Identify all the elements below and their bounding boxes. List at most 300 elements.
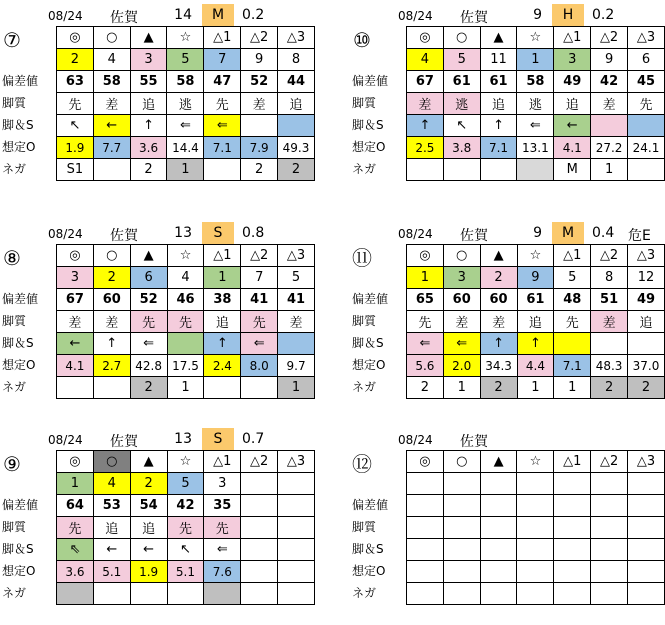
mark-cell: ◎	[57, 451, 94, 473]
mark-cell: ◎	[407, 451, 444, 473]
mark-cell: ☆	[517, 451, 554, 473]
row-labels	[350, 26, 406, 180]
running-style-cell	[241, 517, 278, 539]
row-num	[407, 267, 665, 289]
race-rate: 0.2	[242, 7, 265, 23]
leg-speed-cell	[278, 115, 315, 137]
deviation-cell: 64	[57, 495, 94, 517]
leg-speed-cell: ↑	[517, 333, 554, 355]
row-label: ネガ	[2, 162, 27, 176]
running-style-cell: 追	[130, 93, 167, 115]
deviation-cell: 61	[443, 71, 480, 93]
running-style-cell	[591, 517, 628, 539]
leg-speed-cell	[554, 333, 591, 355]
nega-cell	[93, 377, 130, 399]
leg-speed-cell	[241, 115, 278, 137]
nega-cell	[278, 583, 315, 605]
row-mark	[407, 27, 665, 49]
deviation-cell: 47	[204, 71, 241, 93]
race-venue: 佐賀	[110, 10, 138, 26]
running-style-cell: 先	[57, 93, 94, 115]
running-style-cell	[407, 517, 444, 539]
runner-count: 9	[533, 225, 542, 241]
leg-speed-cell: ⇐	[204, 115, 241, 137]
deviation-cell: 53	[93, 495, 130, 517]
leg-speed-cell: ⇐	[204, 539, 241, 561]
mark-cell: ▲	[130, 245, 167, 267]
leg-speed-cell: ⇐	[130, 333, 167, 355]
odds-cell	[628, 561, 665, 583]
row-arrow	[57, 539, 315, 561]
race-number: ⑪	[352, 246, 372, 270]
leg-speed-cell: ←	[130, 539, 167, 561]
odds-cell: 3.6	[57, 561, 94, 583]
deviation-cell: 45	[628, 71, 665, 93]
horse-number-cell	[517, 473, 554, 495]
deviation-cell: 49	[554, 71, 591, 93]
row-label: 脚質	[352, 520, 377, 534]
odds-cell: 2.7	[93, 355, 130, 377]
horse-number-cell: 5	[278, 267, 315, 289]
odds-cell: 4.1	[554, 137, 591, 159]
horse-number-cell: 4	[407, 49, 444, 71]
mark-cell: ▲	[480, 245, 517, 267]
leg-speed-cell	[167, 333, 204, 355]
odds-cell: 1.9	[130, 561, 167, 583]
row-dev	[57, 289, 315, 311]
running-style-cell: 差	[93, 311, 130, 333]
horse-number-cell: 3	[130, 49, 167, 71]
leg-speed-cell	[628, 539, 665, 561]
nega-cell: 1	[517, 377, 554, 399]
horse-number-cell: 11	[480, 49, 517, 71]
mark-cell: ☆	[517, 27, 554, 49]
running-style-cell: 差	[57, 311, 94, 333]
row-label: 脚質	[2, 520, 27, 534]
nega-cell	[407, 159, 444, 181]
row-label: 脚＆S	[352, 542, 384, 556]
running-style-cell: 追	[278, 93, 315, 115]
nega-cell	[628, 159, 665, 181]
mark-cell: △2	[241, 451, 278, 473]
leg-speed-cell	[517, 539, 554, 561]
running-style-cell: 逃	[167, 93, 204, 115]
leg-speed-cell: ⇖	[57, 539, 94, 561]
running-style-cell: 先	[57, 517, 94, 539]
row-dev	[57, 71, 315, 93]
nega-cell	[93, 159, 130, 181]
leg-speed-cell	[628, 333, 665, 355]
odds-cell	[480, 561, 517, 583]
leg-speed-cell: ↑	[480, 333, 517, 355]
row-nega	[407, 583, 665, 605]
nega-cell: 1	[167, 159, 204, 181]
running-style-cell: 先	[204, 517, 241, 539]
deviation-cell	[480, 495, 517, 517]
race-header	[0, 4, 315, 26]
nega-cell	[130, 583, 167, 605]
row-label: ネガ	[352, 380, 377, 394]
nega-cell	[57, 583, 94, 605]
running-style-cell: 差	[443, 311, 480, 333]
running-style-cell: 先	[628, 93, 665, 115]
horse-number-cell: 5	[443, 49, 480, 71]
race-block	[0, 4, 315, 177]
row-label: 脚質	[2, 96, 27, 110]
mark-cell: △1	[554, 27, 591, 49]
nega-cell	[480, 583, 517, 605]
nega-cell: 2	[480, 377, 517, 399]
row-label: 想定O	[352, 564, 386, 578]
race-venue: 佐賀	[460, 434, 488, 450]
odds-cell	[554, 561, 591, 583]
row-nega	[57, 377, 315, 399]
row-dev	[407, 289, 665, 311]
mark-cell: ◎	[407, 245, 444, 267]
leg-speed-cell: ↑	[204, 333, 241, 355]
deviation-cell: 60	[93, 289, 130, 311]
deviation-cell: 51	[591, 289, 628, 311]
race-grid	[406, 26, 665, 181]
row-label: 脚＆S	[352, 118, 384, 132]
row-label: ネガ	[352, 162, 377, 176]
horse-number-cell	[480, 473, 517, 495]
race-venue: 佐賀	[110, 228, 138, 244]
running-style-cell: 先	[130, 311, 167, 333]
row-label: 脚質	[352, 96, 377, 110]
race-venue: 佐賀	[460, 10, 488, 26]
mark-cell: ○	[443, 451, 480, 473]
odds-cell: 7.1	[480, 137, 517, 159]
horse-number-cell: 3	[204, 473, 241, 495]
mark-cell: △3	[278, 27, 315, 49]
row-label: ネガ	[352, 586, 377, 600]
race-grid	[406, 244, 665, 399]
mark-cell: ▲	[480, 451, 517, 473]
running-style-cell: 追	[204, 311, 241, 333]
mark-cell: △3	[278, 245, 315, 267]
odds-cell: 5.1	[93, 561, 130, 583]
race-venue: 佐賀	[460, 228, 488, 244]
race-venue: 佐賀	[110, 434, 138, 450]
deviation-cell: 46	[167, 289, 204, 311]
row-num	[57, 267, 315, 289]
row-label: 想定O	[2, 140, 36, 154]
row-arrow	[57, 115, 315, 137]
row-mark	[407, 451, 665, 473]
deviation-cell	[628, 495, 665, 517]
leg-speed-cell: ⇐	[407, 333, 444, 355]
nega-cell: 2	[241, 159, 278, 181]
row-style	[57, 311, 315, 333]
race-date: 08/24	[48, 9, 83, 23]
deviation-cell: 61	[517, 289, 554, 311]
race-date: 08/24	[48, 433, 83, 447]
odds-cell: 48.3	[591, 355, 628, 377]
race-number: ⑫	[352, 452, 372, 476]
running-style-cell: 差	[93, 93, 130, 115]
row-style	[57, 517, 315, 539]
odds-cell: 49.3	[278, 137, 315, 159]
deviation-cell: 44	[278, 71, 315, 93]
running-style-cell: 先	[407, 311, 444, 333]
leg-speed-cell: ↖	[443, 115, 480, 137]
running-style-cell: 差	[591, 93, 628, 115]
running-style-cell: 追	[130, 517, 167, 539]
running-style-cell: 追	[517, 311, 554, 333]
mark-cell: △2	[591, 27, 628, 49]
horse-number-cell: 3	[554, 49, 591, 71]
row-arrow	[407, 115, 665, 137]
mark-cell: △2	[591, 451, 628, 473]
leg-speed-cell: ⇐	[241, 333, 278, 355]
leg-speed-cell: ↖	[57, 115, 94, 137]
running-style-cell: 逃	[443, 93, 480, 115]
odds-cell	[517, 561, 554, 583]
deviation-cell: 54	[130, 495, 167, 517]
race-grade-badge: S	[202, 222, 234, 244]
nega-cell	[204, 377, 241, 399]
leg-speed-cell	[407, 539, 444, 561]
odds-cell: 7.1	[554, 355, 591, 377]
row-arrow	[407, 539, 665, 561]
running-style-cell: 先	[204, 93, 241, 115]
horse-number-cell	[443, 473, 480, 495]
leg-speed-cell: ⇐	[517, 115, 554, 137]
deviation-cell: 58	[167, 71, 204, 93]
horse-number-cell: 3	[443, 267, 480, 289]
horse-number-cell: 8	[591, 267, 628, 289]
row-num	[57, 473, 315, 495]
mark-cell: ▲	[130, 451, 167, 473]
race-date: 08/24	[48, 227, 83, 241]
horse-number-cell: 7	[204, 49, 241, 71]
row-num	[407, 473, 665, 495]
deviation-cell: 60	[480, 289, 517, 311]
deviation-cell: 38	[204, 289, 241, 311]
row-style	[407, 93, 665, 115]
runner-count: 13	[174, 225, 192, 241]
deviation-cell: 48	[554, 289, 591, 311]
horse-number-cell	[628, 473, 665, 495]
nega-cell	[517, 159, 554, 181]
race-rate: 0.4	[592, 225, 615, 241]
mark-cell: ○	[443, 245, 480, 267]
deviation-cell	[278, 495, 315, 517]
horse-number-cell: 7	[241, 267, 278, 289]
runner-count: 14	[174, 7, 192, 23]
row-mark	[57, 27, 315, 49]
deviation-cell	[241, 495, 278, 517]
horse-number-cell: 9	[517, 267, 554, 289]
odds-cell: 2.0	[443, 355, 480, 377]
running-style-cell: 先	[554, 311, 591, 333]
row-label: 脚＆S	[2, 336, 34, 350]
row-labels	[350, 244, 406, 398]
nega-cell	[241, 583, 278, 605]
deviation-cell: 42	[167, 495, 204, 517]
row-label: 偏差値	[2, 74, 39, 88]
running-style-cell: 差	[407, 93, 444, 115]
leg-speed-cell	[278, 333, 315, 355]
nega-cell: 2	[130, 377, 167, 399]
row-style	[407, 311, 665, 333]
row-label: 偏差値	[352, 74, 389, 88]
odds-cell: 5.6	[407, 355, 444, 377]
mark-cell: ◎	[57, 27, 94, 49]
nega-cell: 2	[407, 377, 444, 399]
race-grid	[406, 450, 665, 605]
odds-cell: 13.1	[517, 137, 554, 159]
mark-cell: △3	[628, 27, 665, 49]
horse-number-cell: 2	[480, 267, 517, 289]
leg-speed-cell: ⇐	[443, 333, 480, 355]
race-rate: 0.2	[592, 7, 615, 23]
deviation-cell: 41	[278, 289, 315, 311]
nega-cell: 1	[443, 377, 480, 399]
deviation-cell: 35	[204, 495, 241, 517]
nega-cell	[443, 583, 480, 605]
odds-cell: 4.4	[517, 355, 554, 377]
race-date: 08/24	[398, 227, 433, 241]
mark-cell: △1	[204, 27, 241, 49]
race-number: ⑨	[3, 452, 21, 476]
leg-speed-cell	[591, 333, 628, 355]
leg-speed-cell: ↑	[93, 333, 130, 355]
row-style	[407, 517, 665, 539]
running-style-cell: 追	[480, 93, 517, 115]
running-style-cell: 先	[167, 517, 204, 539]
leg-speed-cell	[628, 115, 665, 137]
mark-cell: ◎	[407, 27, 444, 49]
running-style-cell	[443, 517, 480, 539]
row-label: 想定O	[2, 564, 36, 578]
odds-cell: 7.6	[204, 561, 241, 583]
race-header	[0, 222, 315, 244]
running-style-cell	[554, 517, 591, 539]
row-dev	[407, 71, 665, 93]
horse-number-cell: 9	[591, 49, 628, 71]
deviation-cell: 52	[241, 71, 278, 93]
leg-speed-cell: ←	[93, 115, 130, 137]
deviation-cell: 52	[130, 289, 167, 311]
deviation-cell: 55	[130, 71, 167, 93]
mark-cell: ☆	[517, 245, 554, 267]
mark-cell: ▲	[130, 27, 167, 49]
running-style-cell: 追	[628, 311, 665, 333]
row-label: 想定O	[352, 140, 386, 154]
nega-cell	[628, 583, 665, 605]
horse-number-cell: 9	[241, 49, 278, 71]
deviation-cell: 42	[591, 71, 628, 93]
horse-number-cell: 4	[93, 473, 130, 495]
row-label: 脚＆S	[352, 336, 384, 350]
deviation-cell: 49	[628, 289, 665, 311]
deviation-cell: 61	[480, 71, 517, 93]
row-label: 偏差値	[352, 292, 389, 306]
odds-cell: 7.7	[93, 137, 130, 159]
row-mark	[57, 451, 315, 473]
running-style-cell: 先	[241, 311, 278, 333]
mark-cell: △1	[204, 245, 241, 267]
nega-cell	[480, 159, 517, 181]
running-style-cell: 差	[278, 311, 315, 333]
running-style-cell: 差	[480, 311, 517, 333]
row-label: 偏差値	[2, 292, 39, 306]
nega-cell	[57, 377, 94, 399]
row-odds	[407, 137, 665, 159]
row-odds	[57, 355, 315, 377]
nega-cell	[167, 583, 204, 605]
deviation-cell: 63	[57, 71, 94, 93]
row-odds	[57, 561, 315, 583]
row-labels	[0, 26, 56, 180]
leg-speed-cell: ↖	[167, 539, 204, 561]
row-dev	[407, 495, 665, 517]
odds-cell: 5.1	[167, 561, 204, 583]
row-label: ネガ	[2, 380, 27, 394]
nega-cell	[443, 159, 480, 181]
row-labels	[0, 450, 56, 604]
row-label: ネガ	[2, 586, 27, 600]
race-grid	[56, 26, 315, 181]
nega-cell	[591, 583, 628, 605]
odds-cell: 42.8	[130, 355, 167, 377]
horse-number-cell: 1	[204, 267, 241, 289]
odds-cell: 1.9	[57, 137, 94, 159]
race-rate: 0.7	[242, 431, 265, 447]
running-style-cell: 先	[167, 311, 204, 333]
deviation-cell: 67	[57, 289, 94, 311]
deviation-cell: 65	[407, 289, 444, 311]
mark-cell: ◎	[57, 245, 94, 267]
race-block	[0, 222, 315, 395]
row-label: 脚質	[352, 314, 377, 328]
race-grade-badge: M	[552, 222, 584, 244]
leg-speed-cell: ↑	[480, 115, 517, 137]
race-header	[350, 428, 665, 450]
horse-number-cell: 6	[628, 49, 665, 71]
deviation-cell: 67	[407, 71, 444, 93]
race-grade-badge: S	[202, 428, 234, 450]
race-block	[350, 428, 665, 600]
mark-cell: △3	[628, 451, 665, 473]
deviation-cell: 60	[443, 289, 480, 311]
odds-cell	[241, 561, 278, 583]
odds-cell: 24.1	[628, 137, 665, 159]
odds-cell	[407, 561, 444, 583]
row-dev	[57, 495, 315, 517]
mark-cell: ☆	[167, 27, 204, 49]
horse-number-cell: 2	[93, 267, 130, 289]
running-style-cell: 追	[93, 517, 130, 539]
runner-count: 13	[174, 431, 192, 447]
race-number: ⑦	[3, 28, 21, 52]
deviation-cell: 41	[241, 289, 278, 311]
running-style-cell: 逃	[517, 93, 554, 115]
row-mark	[407, 245, 665, 267]
nega-cell	[204, 583, 241, 605]
running-style-cell	[480, 517, 517, 539]
race-number: ⑧	[3, 246, 21, 270]
odds-cell	[591, 561, 628, 583]
running-style-cell: 差	[591, 311, 628, 333]
row-label: 脚＆S	[2, 118, 34, 132]
running-style-cell	[517, 517, 554, 539]
nega-cell: 2	[278, 159, 315, 181]
leg-speed-cell	[480, 539, 517, 561]
race-date: 08/24	[398, 433, 433, 447]
